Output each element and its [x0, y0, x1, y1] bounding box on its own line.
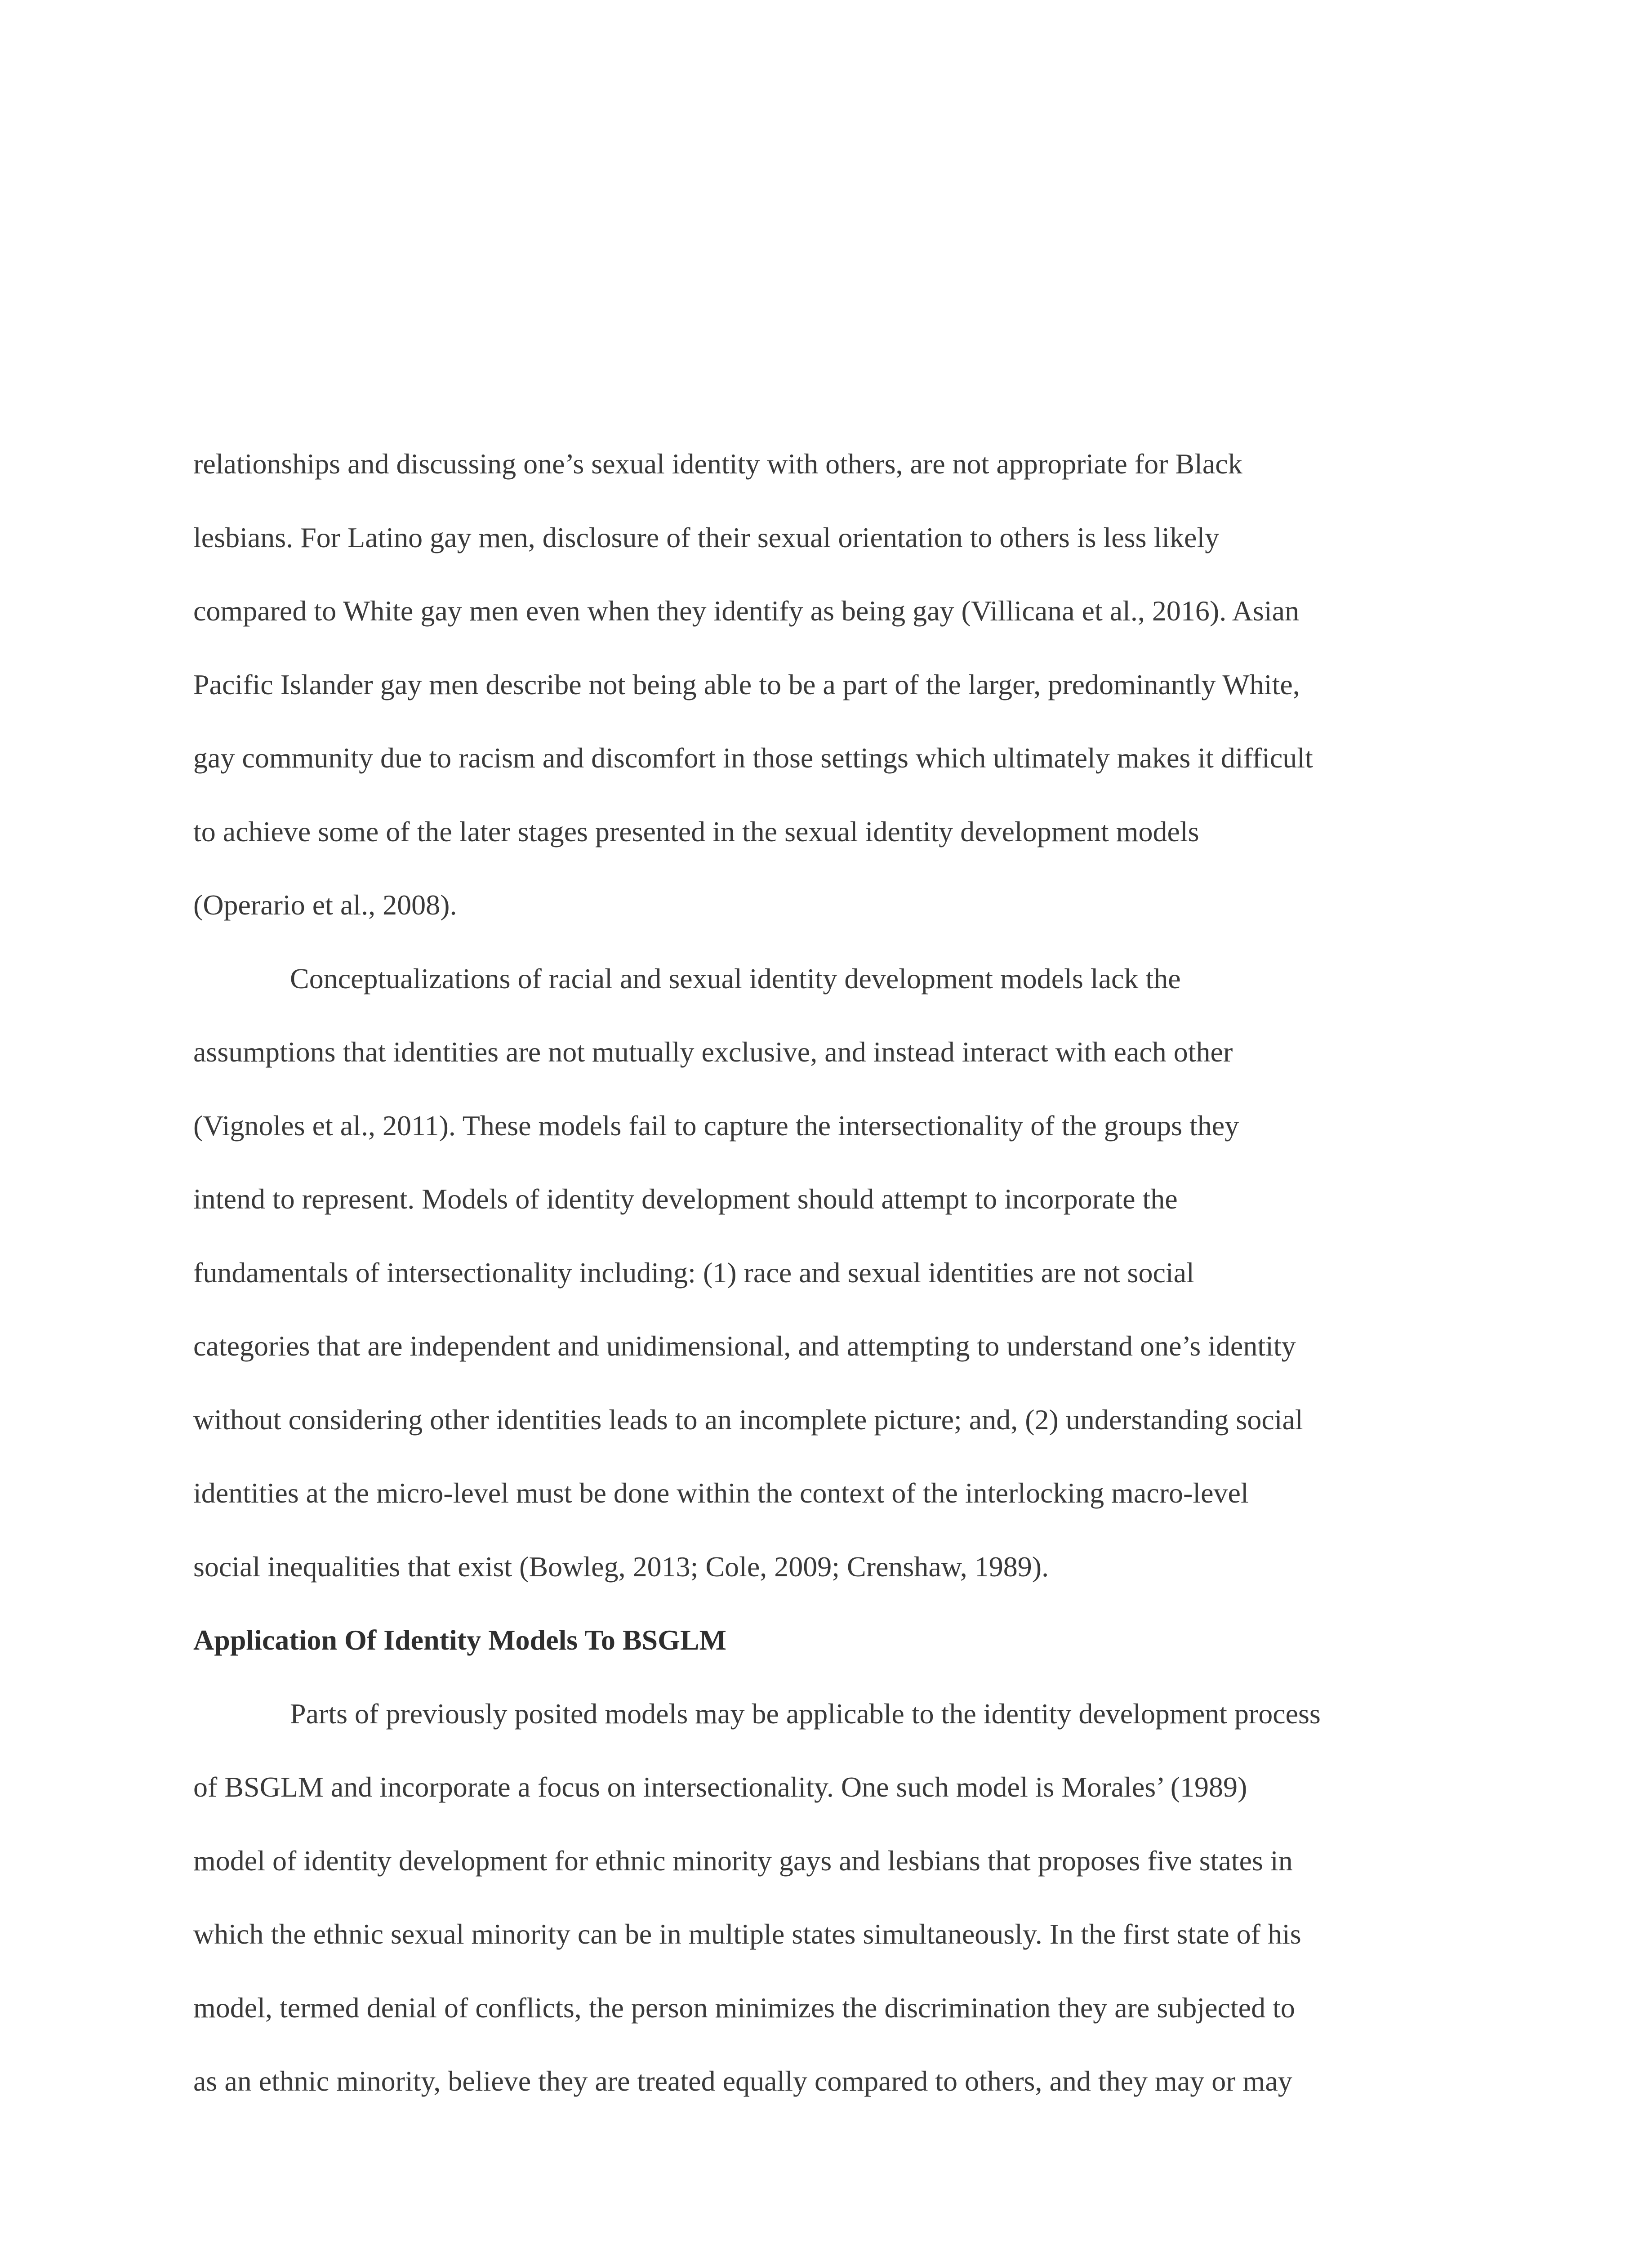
- body-text: [193, 427, 1452, 2118]
- text-line: Parts of previously posited models may be applicable to the identity development process: [290, 1697, 1321, 1730]
- text-line: social inequalities that exist (Bowleg, 2013; Cole, 2009; Crenshaw, 1989).: [193, 1550, 1049, 1583]
- text-line: relationships and discussing one’s sexual identity with others, are not appropriate for Black: [193, 448, 1242, 480]
- text-line: Pacific Islander gay men describe not being able to be a part of the larger, predominantly White,: [193, 668, 1300, 700]
- text-line: model, termed denial of conflicts, the person minimizes the discrimination they are subjected to: [193, 1991, 1295, 2024]
- text-line: intend to represent. Models of identity development should attempt to incorporate the: [193, 1183, 1178, 1215]
- text-line: model of identity development for ethnic minority gays and lesbians that proposes five states in: [193, 1844, 1293, 1877]
- text-line: of BSGLM and incorporate a focus on intersectionality. One such model is Morales’ (1989): [193, 1771, 1247, 1803]
- text-line: without considering other identities leads to an incomplete picture; and, (2) understanding social: [193, 1403, 1303, 1436]
- text-line: (Vignoles et al., 2011). These models fail to capture the intersectionality of the groups they: [193, 1109, 1239, 1142]
- text-line: compared to White gay men even when they identify as being gay (Villicana et al., 2016). Asian: [193, 595, 1299, 627]
- text-line: as an ethnic minority, believe they are treated equally compared to others, and they may or may: [193, 2065, 1292, 2097]
- text-line: fundamentals of intersectionality including: (1) race and sexual identities are not social: [193, 1256, 1194, 1289]
- section-heading: Application Of Identity Models To BSGLM: [193, 1624, 726, 1656]
- text-line: which the ethnic sexual minority can be in multiple states simultaneously. In the first state of his: [193, 1918, 1301, 1950]
- text-line: assumptions that identities are not mutually exclusive, and instead interact with each other: [193, 1036, 1233, 1068]
- paragraph-conceptualizations: [193, 942, 1452, 1604]
- text-line: gay community due to racism and discomfort in those settings which ultimately makes it difficult: [193, 742, 1313, 774]
- text-line: Conceptualizations of racial and sexual identity development models lack the: [290, 962, 1181, 995]
- text-line: to achieve some of the later stages presented in the sexual identity development models: [193, 815, 1199, 847]
- paragraph-continuation: [193, 427, 1452, 942]
- text-line: (Operario et al., 2008).: [193, 889, 457, 921]
- text-line: lesbians. For Latino gay men, disclosure of their sexual orientation to others is less likely: [193, 521, 1220, 553]
- text-line: identities at the micro-level must be done within the context of the interlocking macro-level: [193, 1477, 1249, 1509]
- text-line: categories that are independent and unidimensional, and attempting to understand one’s identity: [193, 1330, 1296, 1362]
- paragraph-application: [193, 1677, 1452, 2118]
